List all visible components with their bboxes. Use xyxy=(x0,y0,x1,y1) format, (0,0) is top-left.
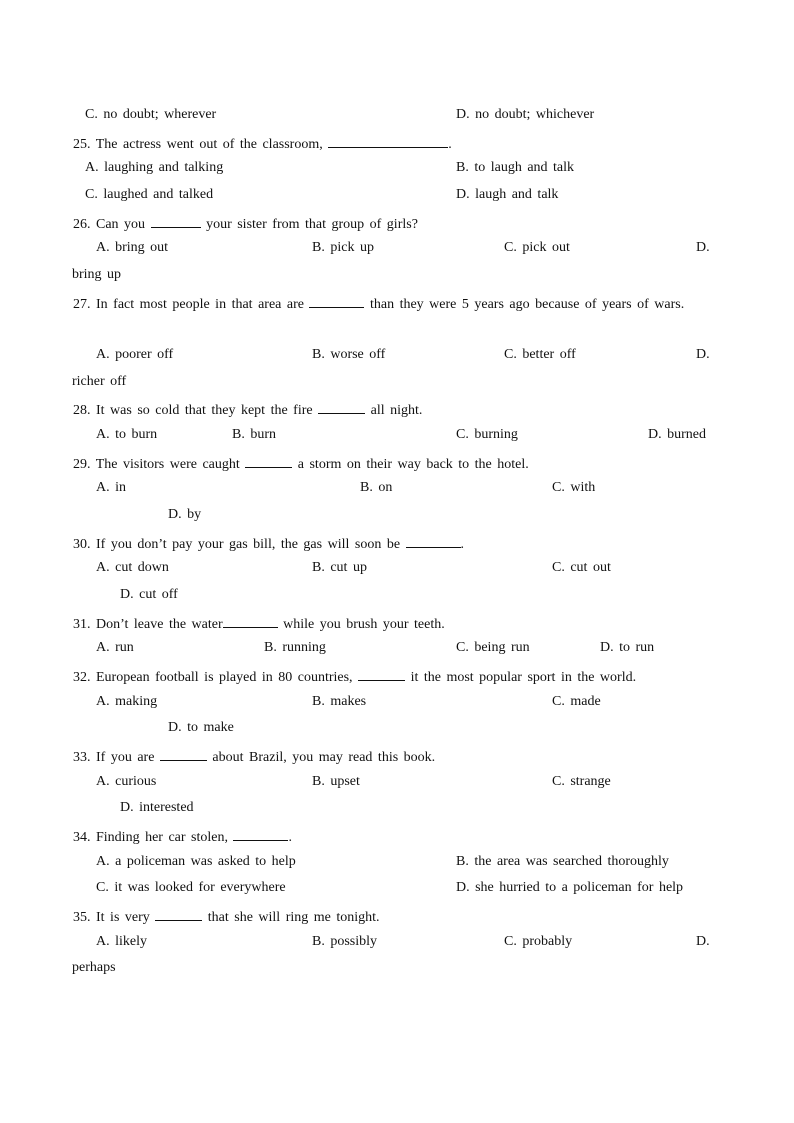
q27-option-c: C. better off xyxy=(504,347,576,362)
q33-stem-post: about Brazil, you may read this book. xyxy=(212,750,436,765)
q29-stem-post: a storm on their way back to the hotel. xyxy=(297,457,529,472)
q34-option-c: C. it was looked for everywhere xyxy=(96,880,286,895)
q32-stem xyxy=(73,668,636,685)
q29-option-d: D. by xyxy=(168,507,202,522)
q34-option-b: B. the area was searched thoroughly xyxy=(456,854,669,869)
q28-stem-pre: 28. It was so cold that they kept the fire xyxy=(73,403,313,418)
q26-option-c: C. pick out xyxy=(504,240,570,255)
q34-stem-post: . xyxy=(288,830,292,845)
q30-option-a: A. cut down xyxy=(96,560,169,575)
q35-option-d-label: D. xyxy=(696,934,710,949)
q33-option-b: B. upset xyxy=(312,774,360,789)
q25-stem-end: . xyxy=(448,137,452,152)
q29-option-c: C. with xyxy=(552,480,596,495)
answer-blank xyxy=(328,135,448,148)
q29-option-a: A. in xyxy=(96,480,126,495)
q25-stem-text: 25. The actress went out of the classroom, xyxy=(73,137,323,152)
answer-blank xyxy=(245,455,292,468)
q32-stem-pre: 32. European football is played in 80 countries, xyxy=(73,670,353,685)
q32-option-c: C. made xyxy=(552,694,601,709)
q26-stem-post: your sister from that group of girls? xyxy=(206,217,418,232)
q35-option-d-text: perhaps xyxy=(72,960,116,975)
q26-option-d-label: D. xyxy=(696,240,710,255)
q30-stem-post: . xyxy=(460,537,465,552)
q26-stem xyxy=(73,215,418,232)
q33-option-d: D. interested xyxy=(120,800,194,815)
q31-stem xyxy=(73,615,445,632)
q26-option-a: A. bring out xyxy=(96,240,169,255)
answer-blank xyxy=(223,615,278,628)
q28-stem-post: all night. xyxy=(370,403,423,418)
q25-option-d: D. laugh and talk xyxy=(456,187,559,202)
q33-option-a: A. curious xyxy=(96,774,157,789)
q27-stem xyxy=(73,295,684,312)
q29-stem xyxy=(73,455,529,472)
q30-option-c: C. cut out xyxy=(552,560,611,575)
q27-stem-post: than they were 5 years ago because of years of wars. xyxy=(369,297,685,312)
q32-option-a: A. making xyxy=(96,694,158,709)
q24-option-c: C. no doubt; wherever xyxy=(85,107,217,122)
q31-stem-post: while you brush your teeth. xyxy=(283,617,445,632)
q28-option-a: A. to burn xyxy=(96,427,158,442)
q33-stem xyxy=(73,748,435,765)
answer-blank xyxy=(309,295,364,308)
q32-option-d: D. to make xyxy=(168,720,234,735)
q26-option-b: B. pick up xyxy=(312,240,374,255)
q29-option-b: B. on xyxy=(360,480,393,495)
q25-stem xyxy=(73,135,452,152)
q31-option-b: B. running xyxy=(264,640,326,655)
q35-option-c: C. probably xyxy=(504,934,573,949)
q28-option-c: C. burning xyxy=(456,427,518,442)
q35-stem-post: that she will ring me tonight. xyxy=(207,910,380,925)
q35-option-a: A. likely xyxy=(96,934,147,949)
q32-stem-post: it the most popular sport in the world. xyxy=(410,670,637,685)
q31-stem-pre: 31. Don’t leave the water xyxy=(73,617,223,632)
q31-option-d: D. to run xyxy=(600,640,655,655)
q25-option-a: A. laughing and talking xyxy=(85,160,224,175)
q34-stem xyxy=(73,828,292,845)
q34-option-a: A. a policeman was asked to help xyxy=(96,854,296,869)
answer-blank xyxy=(318,401,365,414)
q35-stem xyxy=(73,908,380,925)
q30-option-d: D. cut off xyxy=(120,587,178,602)
q24-option-d: D. no doubt; whichever xyxy=(456,107,595,122)
answer-blank xyxy=(155,908,202,921)
q33-option-c: C. strange xyxy=(552,774,611,789)
q27-stem-pre: 27. In fact most people in that area are xyxy=(73,297,304,312)
q35-stem-pre: 35. It is very xyxy=(73,910,150,925)
q25-option-c: C. laughed and talked xyxy=(85,187,214,202)
q31-option-a: A. run xyxy=(96,640,134,655)
q28-option-d: D. burned xyxy=(648,427,706,442)
q26-stem-pre: 26. Can you xyxy=(73,217,146,232)
answer-blank xyxy=(358,668,405,681)
q34-option-d: D. she hurried to a policeman for help xyxy=(456,880,684,895)
q32-option-b: B. makes xyxy=(312,694,367,709)
q28-stem xyxy=(73,401,422,418)
q26-option-d-text: bring up xyxy=(72,267,122,282)
q25-option-b: B. to laugh and talk xyxy=(456,160,575,175)
q33-stem-pre: 33. If you are xyxy=(73,750,155,765)
q27-option-d-text: richer off xyxy=(72,374,127,389)
q30-stem xyxy=(73,535,464,552)
q29-stem-pre: 29. The visitors were caught xyxy=(73,457,240,472)
q31-option-c: C. being run xyxy=(456,640,530,655)
q35-option-b: B. possibly xyxy=(312,934,378,949)
q27-option-a: A. poorer off xyxy=(96,347,174,362)
answer-blank xyxy=(160,748,207,761)
answer-blank xyxy=(151,215,201,228)
q30-option-b: B. cut up xyxy=(312,560,367,575)
q27-option-b: B. worse off xyxy=(312,347,386,362)
q27-option-d-label: D. xyxy=(696,347,710,362)
q28-option-b: B. burn xyxy=(232,427,276,442)
q34-stem-pre: 34. Finding her car stolen, xyxy=(73,830,228,845)
answer-blank xyxy=(233,828,288,841)
answer-blank xyxy=(406,535,461,548)
q30-stem-pre: 30. If you don’t pay your gas bill, the gas will soon be xyxy=(73,537,401,552)
